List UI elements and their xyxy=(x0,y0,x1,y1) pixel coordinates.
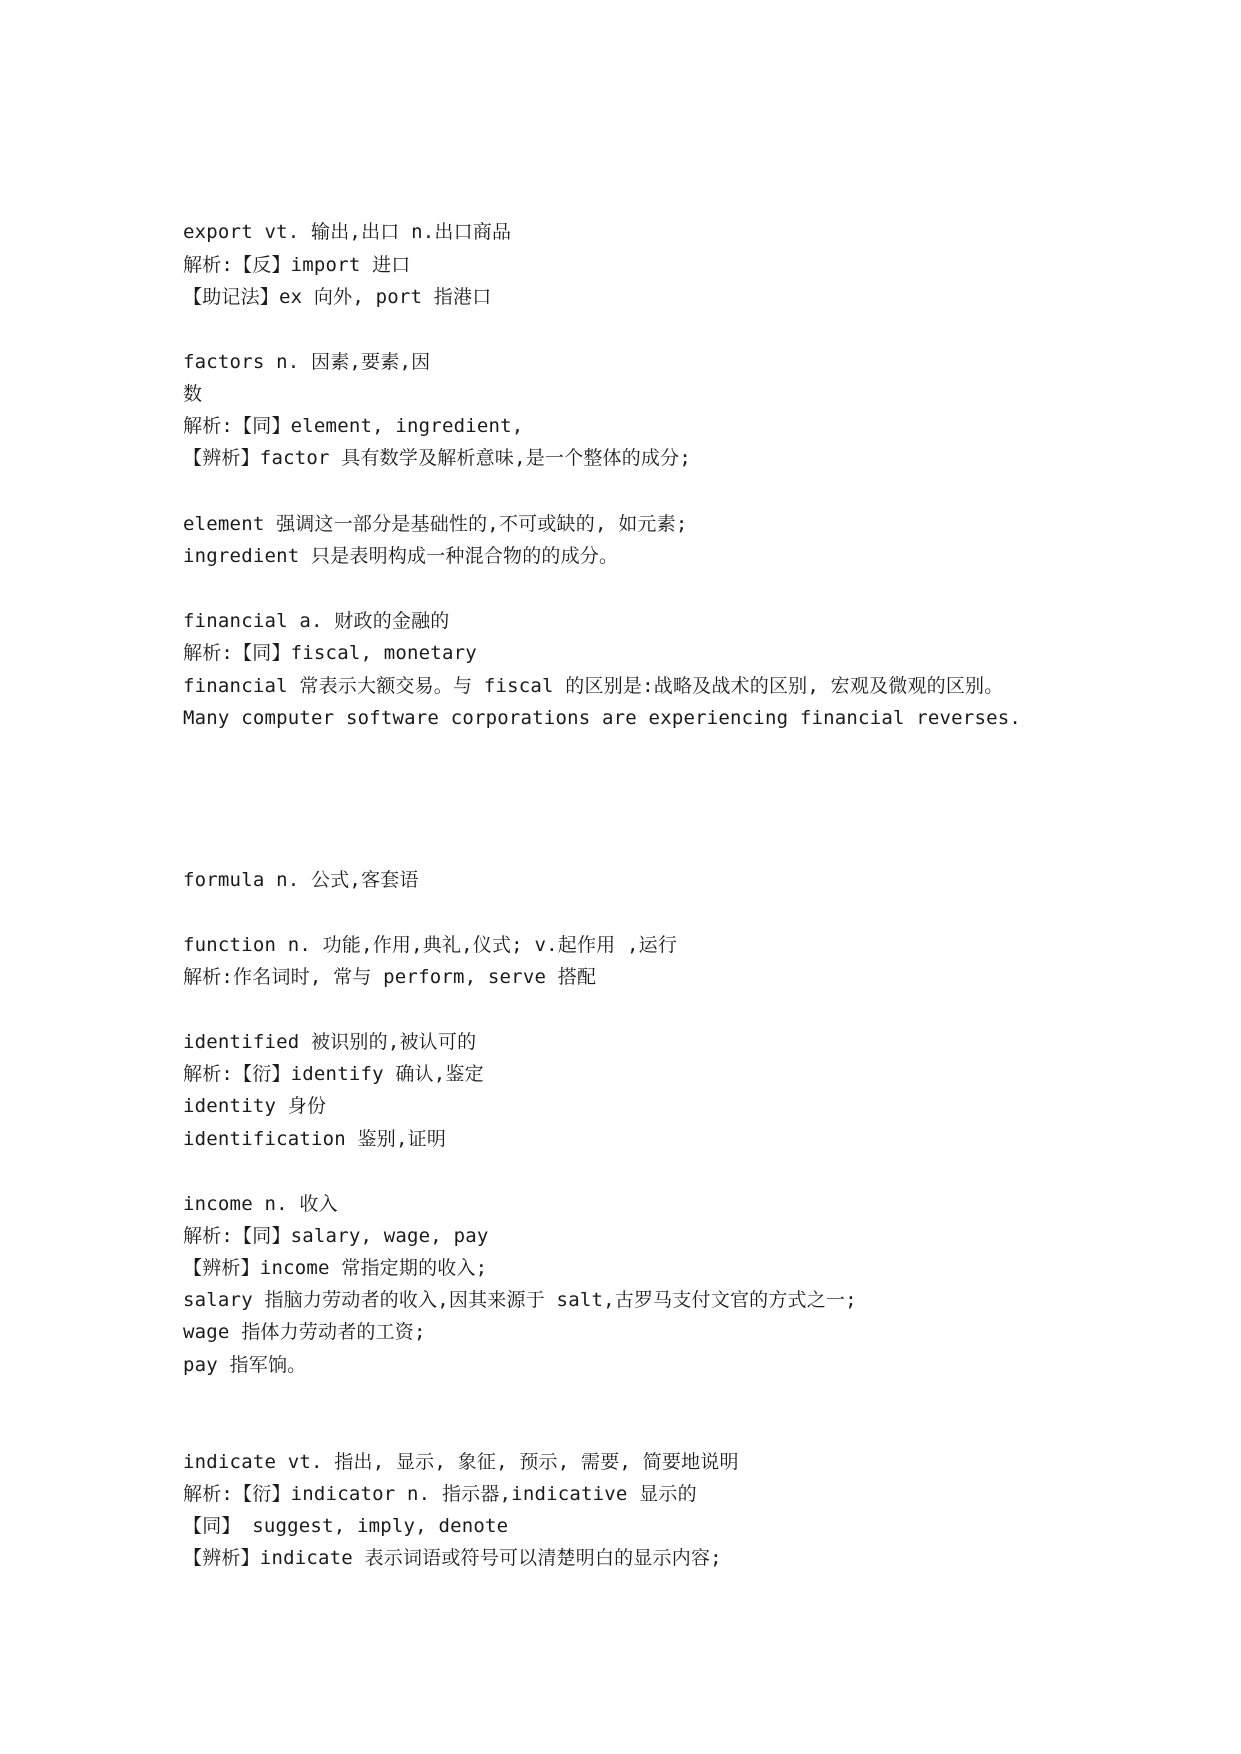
entry-income-synonyms: 解析:【同】salary, wage, pay xyxy=(183,1225,489,1247)
entry-indicate-derivative: 解析:【衍】indicator n. 指示器,indicative 显示的 xyxy=(183,1483,697,1505)
entry-export-analysis: 解析:【反】import 进口 xyxy=(183,254,411,276)
entry-identity-note: identity 身份 xyxy=(183,1095,327,1117)
entry-export-headword: export vt. 输出,出口 n.出口商品 xyxy=(183,221,512,243)
entry-income-headword: income n. 收入 xyxy=(183,1193,338,1215)
entry-salary-note: salary 指脑力劳动者的收入,因其来源于 salt,古罗马支付文官的方式之一; xyxy=(183,1289,857,1311)
entry-export-mnemonic: 【助记法】ex 向外, port 指港口 xyxy=(183,286,492,308)
entry-factors-distinction: 【辨析】factor 具有数学及解析意味,是一个整体的成分; xyxy=(183,447,691,469)
entry-financial-headword: financial a. 财政的金融的 xyxy=(183,610,450,632)
entry-indicate-distinction: 【辨析】indicate 表示词语或符号可以清楚明白的显示内容; xyxy=(183,1547,722,1569)
entry-identified-headword: identified 被识别的,被认可的 xyxy=(183,1031,477,1053)
entry-formula-headword: formula n. 公式,客套语 xyxy=(183,869,419,891)
entry-financial-usage: financial 常表示大额交易。与 fiscal 的区别是:战略及战术的区别, 宏观及微观的区别。 xyxy=(183,675,1004,697)
entry-factors-synonyms: 解析:【同】element, ingredient, xyxy=(183,415,524,437)
entry-wage-note: wage 指体力劳动者的工资; xyxy=(183,1321,426,1343)
entry-element-note: element 强调这一部分是基础性的,不可或缺的, 如元素; xyxy=(183,513,688,535)
entry-factors-headword-cont: 数 xyxy=(183,383,203,405)
entry-factors-headword: factors n. 因素,要素,因 xyxy=(183,351,431,373)
entry-financial-synonyms: 解析:【同】fiscal, monetary xyxy=(183,642,477,664)
entry-identified-derivative: 解析:【衍】identify 确认,鉴定 xyxy=(183,1063,484,1085)
entry-function-analysis: 解析:作名词时, 常与 perform, serve 搭配 xyxy=(183,966,597,988)
entry-pay-note: pay 指军饷。 xyxy=(183,1354,307,1376)
entry-function-headword: function n. 功能,作用,典礼,仪式; v.起作用 ,运行 xyxy=(183,934,678,956)
entry-indicate-synonyms: 【同】 suggest, imply, denote xyxy=(183,1515,509,1537)
entry-ingredient-note: ingredient 只是表明构成一种混合物的的成分。 xyxy=(183,545,619,567)
entry-identification-note: identification 鉴别,证明 xyxy=(183,1128,447,1150)
entry-financial-example: Many computer software corporations are experiencing financial reverses. xyxy=(183,707,1022,729)
entry-income-distinction: 【辨析】income 常指定期的收入; xyxy=(183,1257,488,1279)
entry-indicate-headword: indicate vt. 指出, 显示, 象征, 预示, 需要, 简要地说明 xyxy=(183,1451,739,1473)
